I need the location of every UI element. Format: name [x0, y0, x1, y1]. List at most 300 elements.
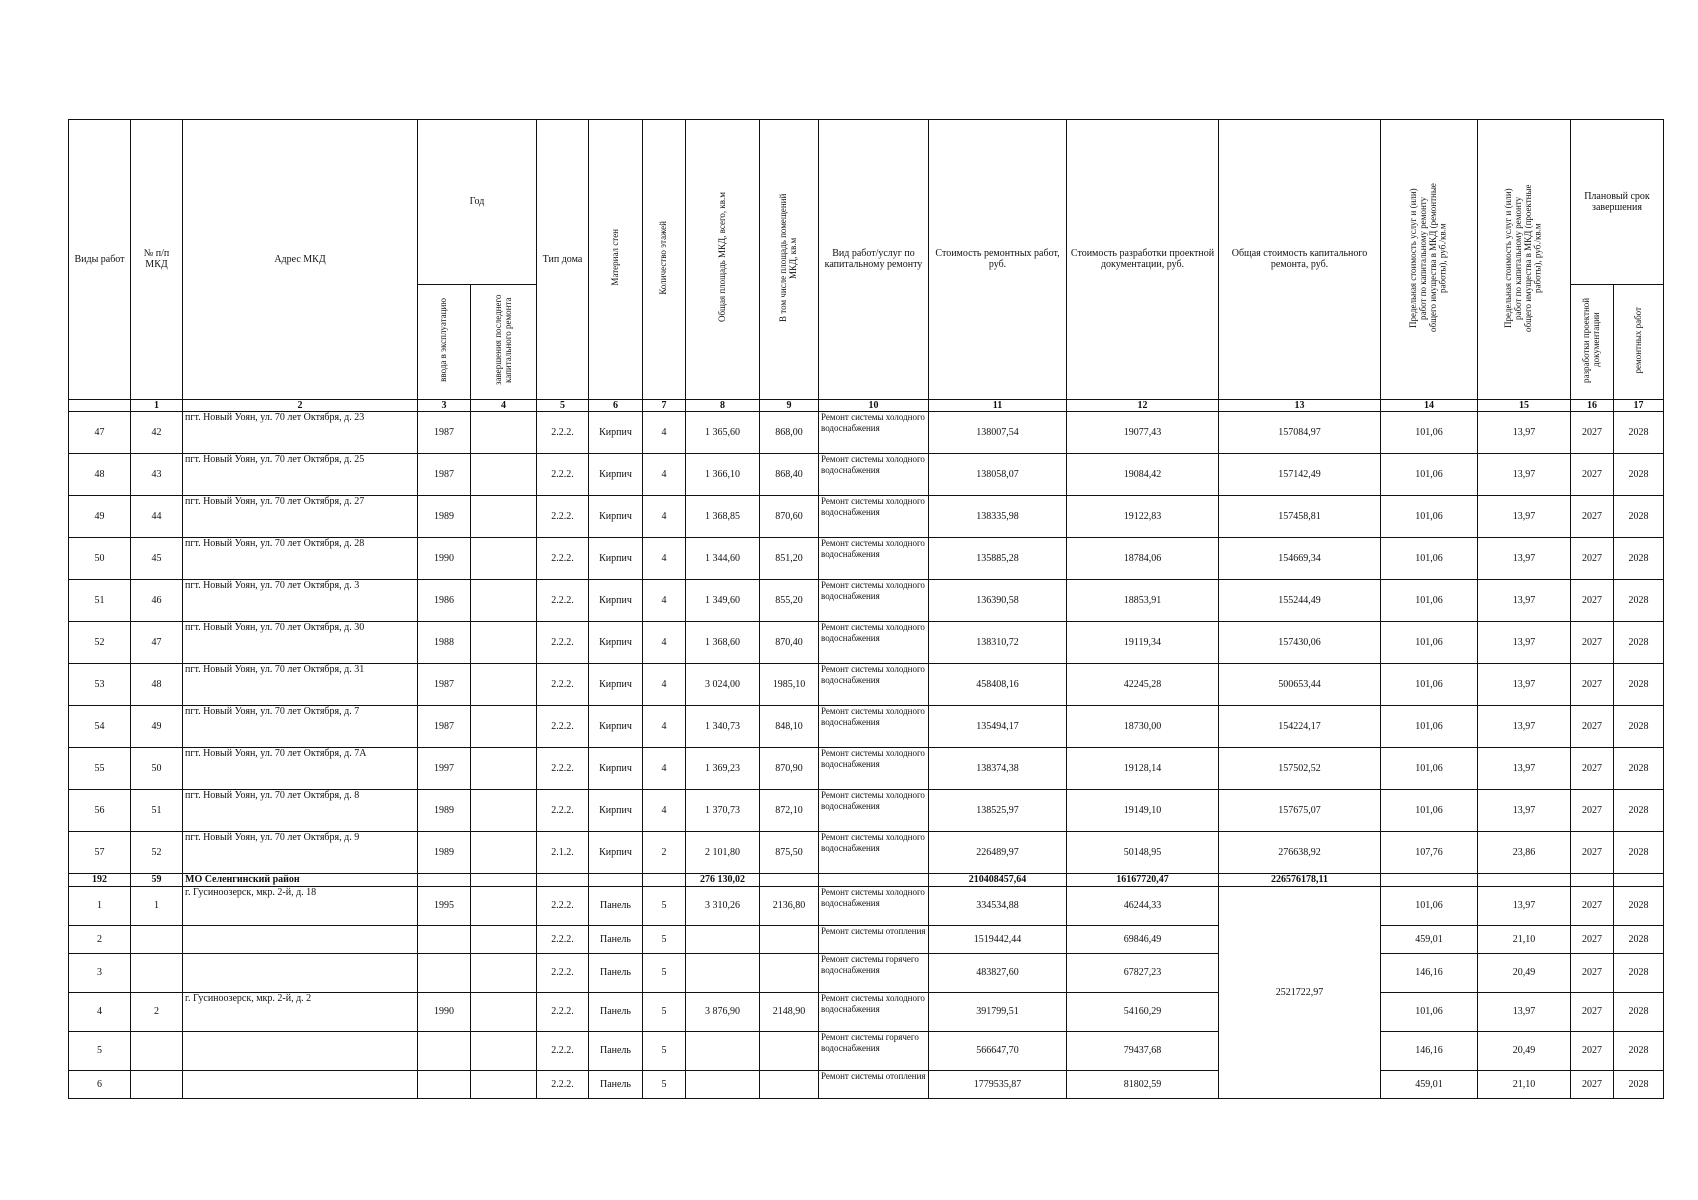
deadline-repair: 2028 [1614, 1032, 1664, 1071]
header-remontnyh-cell [1614, 285, 1664, 400]
table-row [69, 454, 1664, 496]
deadline-repair: 2028 [1614, 622, 1664, 664]
column-number: 1 [131, 399, 183, 412]
limit-repair: 101,06 [1381, 706, 1478, 748]
limit-design: 13,97 [1478, 748, 1571, 790]
header-zaversheniya-cell [471, 285, 537, 400]
wall-material: Кирпич [589, 496, 643, 538]
design-cost: 50148,95 [1067, 832, 1219, 874]
header-razrabotki-cell [1571, 285, 1614, 400]
deadline-repair: 2028 [1614, 832, 1664, 874]
wall-material: Панель [589, 993, 643, 1032]
empty-cell [1614, 874, 1664, 887]
header-material: Материал стен [609, 229, 620, 286]
wall-material: Кирпич [589, 664, 643, 706]
deadline-design: 2027 [1571, 580, 1614, 622]
table-row [69, 1032, 1664, 1071]
address-cell [183, 1071, 418, 1099]
deadline-design: 2027 [1571, 622, 1614, 664]
mkd-number [131, 926, 183, 954]
limit-repair: 101,06 [1381, 993, 1478, 1032]
house-type: 2.2.2. [537, 706, 589, 748]
year-last-repair [471, 538, 537, 580]
design-cost: 19077,43 [1067, 412, 1219, 454]
year-commissioned [418, 1071, 471, 1099]
repair-cost: 138058,07 [929, 454, 1067, 496]
wall-material: Кирпич [589, 832, 643, 874]
work-type: Ремонт системы холодного водоснабжения [819, 496, 929, 538]
repair-cost: 458408,16 [929, 664, 1067, 706]
table-row [69, 664, 1664, 706]
year-commissioned: 1990 [418, 993, 471, 1032]
mkd-number: 49 [131, 706, 183, 748]
year-last-repair [471, 706, 537, 748]
column-number [69, 399, 131, 412]
subtotal-repair-cost: 210408457,64 [929, 874, 1067, 887]
premises-area: 872,10 [760, 790, 819, 832]
deadline-repair: 2028 [1614, 887, 1664, 926]
design-cost: 18784,06 [1067, 538, 1219, 580]
repair-cost: 334534,88 [929, 887, 1067, 926]
empty-cell [418, 874, 471, 887]
premises-area [760, 926, 819, 954]
column-number: 7 [643, 399, 686, 412]
work-type: Ремонт системы горячего водоснабжения [819, 954, 929, 993]
header-pred-proekt: Предельная стоимость услуг и (или) работ по капитальному ремонту общего имущества в МКД (проектные работы), руб./кв.м [1503, 183, 1543, 332]
row-number: 53 [69, 664, 131, 706]
header-etazhi: Количество этажей [658, 220, 669, 295]
deadline-design: 2027 [1571, 412, 1614, 454]
design-cost: 18853,91 [1067, 580, 1219, 622]
wall-material: Кирпич [589, 706, 643, 748]
limit-repair: 101,06 [1381, 790, 1478, 832]
limit-design: 21,10 [1478, 1071, 1571, 1099]
design-cost: 54160,29 [1067, 993, 1219, 1032]
house-type: 2.2.2. [537, 412, 589, 454]
design-cost: 19149,10 [1067, 790, 1219, 832]
address-cell: пгт. Новый Уоян, ул. 70 лет Октября, д. 25 [183, 454, 418, 496]
deadline-repair: 2028 [1614, 580, 1664, 622]
table-row [69, 412, 1664, 454]
header-ploshad-pom-cell [760, 120, 819, 400]
premises-area: 2148,90 [760, 993, 819, 1032]
year-commissioned [418, 926, 471, 954]
house-type: 2.2.2. [537, 1071, 589, 1099]
header-stoim-proekt: Стоимость разработки проектной документации, руб. [1067, 120, 1219, 400]
floors: 5 [643, 887, 686, 926]
deadline-design: 2027 [1571, 790, 1614, 832]
wall-material: Кирпич [589, 538, 643, 580]
header-ploshad: Общая площадь МКД, всего, кв.м [716, 192, 727, 323]
empty-cell [643, 874, 686, 887]
deadline-repair: 2028 [1614, 790, 1664, 832]
repair-cost: 138374,38 [929, 748, 1067, 790]
deadline-design: 2027 [1571, 496, 1614, 538]
work-type: Ремонт системы холодного водоснабжения [819, 706, 929, 748]
year-commissioned: 1987 [418, 706, 471, 748]
repair-cost: 1779535,87 [929, 1071, 1067, 1099]
year-last-repair [471, 1071, 537, 1099]
design-cost: 81802,59 [1067, 1071, 1219, 1099]
limit-design: 13,97 [1478, 790, 1571, 832]
deadline-design: 2027 [1571, 1071, 1614, 1099]
repair-cost: 566647,70 [929, 1032, 1067, 1071]
design-cost: 19122,83 [1067, 496, 1219, 538]
premises-area: 870,40 [760, 622, 819, 664]
limit-design: 13,97 [1478, 454, 1571, 496]
wall-material: Кирпич [589, 622, 643, 664]
empty-cell [1381, 874, 1478, 887]
address-cell: пгт. Новый Уоян, ул. 70 лет Октября, д. 9 [183, 832, 418, 874]
limit-repair: 101,06 [1381, 412, 1478, 454]
work-type: Ремонт системы горячего водоснабжения [819, 1032, 929, 1071]
limit-repair: 101,06 [1381, 887, 1478, 926]
floors: 4 [643, 706, 686, 748]
header-material-cell [589, 120, 643, 400]
year-last-repair [471, 412, 537, 454]
column-number: 15 [1478, 399, 1571, 412]
row-number: 49 [69, 496, 131, 538]
total-area [686, 954, 760, 993]
total-area: 1 365,60 [686, 412, 760, 454]
year-commissioned [418, 1032, 471, 1071]
limit-repair: 101,06 [1381, 580, 1478, 622]
work-type: Ремонт системы холодного водоснабжения [819, 790, 929, 832]
limit-repair: 101,06 [1381, 496, 1478, 538]
deadline-repair: 2028 [1614, 954, 1664, 993]
header-pred-rem-cell [1381, 120, 1478, 400]
limit-design: 13,97 [1478, 496, 1571, 538]
design-cost: 19119,34 [1067, 622, 1219, 664]
row-number: 4 [69, 993, 131, 1032]
row-number: 5 [69, 1032, 131, 1071]
floors: 5 [643, 1032, 686, 1071]
floors: 4 [643, 580, 686, 622]
address-cell [183, 1032, 418, 1071]
year-last-repair [471, 993, 537, 1032]
design-cost: 19084,42 [1067, 454, 1219, 496]
subtotal-row [69, 874, 1664, 887]
limit-repair: 459,01 [1381, 1071, 1478, 1099]
premises-area: 868,00 [760, 412, 819, 454]
work-type: Ремонт системы отопления [819, 926, 929, 954]
address-cell: пгт. Новый Уоян, ул. 70 лет Октября, д. 28 [183, 538, 418, 580]
house-type: 2.2.2. [537, 748, 589, 790]
address-cell [183, 954, 418, 993]
row-number: 52 [69, 622, 131, 664]
year-commissioned: 1990 [418, 538, 471, 580]
header-vidy-rabot: Виды работ [69, 120, 131, 400]
row-number: 47 [69, 412, 131, 454]
subtotal-area: 276 130,02 [686, 874, 760, 887]
year-last-repair [471, 580, 537, 622]
row-number: 54 [69, 706, 131, 748]
work-type: Ремонт системы холодного водоснабжения [819, 832, 929, 874]
design-cost: 46244,33 [1067, 887, 1219, 926]
premises-area: 875,50 [760, 832, 819, 874]
house-type: 2.2.2. [537, 454, 589, 496]
design-cost: 42245,28 [1067, 664, 1219, 706]
house-type: 2.2.2. [537, 1032, 589, 1071]
address-cell: пгт. Новый Уоян, ул. 70 лет Октября, д. 7А [183, 748, 418, 790]
header-obsh-stoim: Общая стоимость капитального ремонта, руб. [1219, 120, 1381, 400]
capital-repair-table [68, 119, 1664, 1099]
year-commissioned: 1987 [418, 412, 471, 454]
total-area: 1 368,60 [686, 622, 760, 664]
wall-material: Кирпич [589, 412, 643, 454]
mkd-number: 43 [131, 454, 183, 496]
mkd-number [131, 1071, 183, 1099]
header-razrabotki: разработки проектной документации [1581, 297, 1601, 383]
address-cell: г. Гусиноозерск, мкр. 2-й, д. 2 [183, 993, 418, 1032]
header-vid-rabot: Вид работ/услуг по капитальному ремонту [819, 120, 929, 400]
year-commissioned: 1995 [418, 887, 471, 926]
deadline-design: 2027 [1571, 926, 1614, 954]
deadline-repair: 2028 [1614, 496, 1664, 538]
total-cost: 157084,97 [1219, 412, 1381, 454]
floors: 4 [643, 748, 686, 790]
header-row-main [69, 120, 1664, 285]
house-type: 2.2.2. [537, 790, 589, 832]
mkd-number: 47 [131, 622, 183, 664]
deadline-repair: 2028 [1614, 993, 1664, 1032]
deadline-design: 2027 [1571, 706, 1614, 748]
mkd-number [131, 1032, 183, 1071]
repair-cost: 483827,60 [929, 954, 1067, 993]
address-cell: пгт. Новый Уоян, ул. 70 лет Октября, д. 30 [183, 622, 418, 664]
wall-material: Панель [589, 1032, 643, 1071]
table-row [69, 748, 1664, 790]
column-number: 13 [1219, 399, 1381, 412]
year-last-repair [471, 1032, 537, 1071]
table-row [69, 622, 1664, 664]
total-cost: 276638,92 [1219, 832, 1381, 874]
total-cost: 157675,07 [1219, 790, 1381, 832]
repair-cost: 226489,97 [929, 832, 1067, 874]
table-row [69, 887, 1664, 926]
total-cost: 157430,06 [1219, 622, 1381, 664]
floors: 4 [643, 622, 686, 664]
subtotal-count: 59 [131, 874, 183, 887]
total-cost: 154224,17 [1219, 706, 1381, 748]
year-commissioned: 1989 [418, 832, 471, 874]
deadline-repair: 2028 [1614, 454, 1664, 496]
header-ploshad-pom: В том числе площадь помещений МКД, кв.м [778, 193, 798, 322]
header-etazhi-cell [643, 120, 686, 400]
house-type: 2.2.2. [537, 496, 589, 538]
limit-design: 13,97 [1478, 887, 1571, 926]
deadline-design: 2027 [1571, 993, 1614, 1032]
repair-cost: 138007,54 [929, 412, 1067, 454]
table-row [69, 496, 1664, 538]
house-type: 2.2.2. [537, 580, 589, 622]
work-type: Ремонт системы холодного водоснабжения [819, 887, 929, 926]
header-remontnyh: ремонтных работ [1632, 306, 1643, 374]
deadline-design: 2027 [1571, 954, 1614, 993]
limit-repair: 107,76 [1381, 832, 1478, 874]
table-row [69, 706, 1664, 748]
column-number: 8 [686, 399, 760, 412]
empty-cell [537, 874, 589, 887]
group-total-cost: 2521722,97 [1219, 887, 1381, 1099]
table-row [69, 832, 1664, 874]
work-type: Ремонт системы холодного водоснабжения [819, 622, 929, 664]
total-area: 1 340,73 [686, 706, 760, 748]
address-cell: пгт. Новый Уоян, ул. 70 лет Октября, д. 23 [183, 412, 418, 454]
total-cost: 157502,52 [1219, 748, 1381, 790]
repair-cost: 135885,28 [929, 538, 1067, 580]
table-row [69, 1071, 1664, 1099]
wall-material: Кирпич [589, 748, 643, 790]
limit-design: 20,49 [1478, 1032, 1571, 1071]
house-type: 2.2.2. [537, 538, 589, 580]
floors: 2 [643, 832, 686, 874]
total-area: 1 370,73 [686, 790, 760, 832]
limit-repair: 146,16 [1381, 1032, 1478, 1071]
column-number: 2 [183, 399, 418, 412]
floors: 5 [643, 1071, 686, 1099]
repair-cost: 138310,72 [929, 622, 1067, 664]
year-last-repair [471, 832, 537, 874]
address-cell: г. Гусиноозерск, мкр. 2-й, д. 18 [183, 887, 418, 926]
premises-area [760, 954, 819, 993]
subtotal-total-cost: 226576178,11 [1219, 874, 1381, 887]
year-last-repair [471, 664, 537, 706]
deadline-design: 2027 [1571, 664, 1614, 706]
address-cell: пгт. Новый Уоян, ул. 70 лет Октября, д. 31 [183, 664, 418, 706]
floors: 5 [643, 993, 686, 1032]
floors: 4 [643, 790, 686, 832]
column-number: 17 [1614, 399, 1664, 412]
mkd-number: 52 [131, 832, 183, 874]
year-last-repair [471, 748, 537, 790]
floors: 5 [643, 954, 686, 993]
header-zaversheniya: завершения последнего капитального ремонта [492, 294, 513, 386]
column-number: 10 [819, 399, 929, 412]
total-area: 1 344,60 [686, 538, 760, 580]
year-last-repair [471, 454, 537, 496]
deadline-design: 2027 [1571, 538, 1614, 580]
header-num: № п/п МКД [131, 120, 183, 400]
design-cost: 67827,23 [1067, 954, 1219, 993]
year-commissioned: 1988 [418, 622, 471, 664]
address-cell: пгт. Новый Уоян, ул. 70 лет Октября, д. 7 [183, 706, 418, 748]
header-pred-rem: Предельная стоимость услуг и (или) работ по капитальному ремонту общего имущества в МКД (ремонтные работы), руб./кв.м [1408, 183, 1448, 332]
design-cost: 79437,68 [1067, 1032, 1219, 1071]
total-cost: 157142,49 [1219, 454, 1381, 496]
limit-design: 13,97 [1478, 622, 1571, 664]
year-commissioned: 1989 [418, 496, 471, 538]
table-row [69, 993, 1664, 1032]
column-number: 12 [1067, 399, 1219, 412]
header-vvoda-cell [418, 285, 471, 400]
column-number: 11 [929, 399, 1067, 412]
header-ploshad-cell [686, 120, 760, 400]
empty-cell [1571, 874, 1614, 887]
deadline-design: 2027 [1571, 887, 1614, 926]
mkd-number: 50 [131, 748, 183, 790]
total-area: 1 366,10 [686, 454, 760, 496]
address-cell [183, 926, 418, 954]
year-commissioned: 1989 [418, 790, 471, 832]
design-cost: 69846,49 [1067, 926, 1219, 954]
limit-design: 13,97 [1478, 993, 1571, 1032]
premises-area: 868,40 [760, 454, 819, 496]
work-type: Ремонт системы холодного водоснабжения [819, 412, 929, 454]
house-type: 2.2.2. [537, 993, 589, 1032]
limit-repair: 101,06 [1381, 454, 1478, 496]
total-cost: 157458,81 [1219, 496, 1381, 538]
row-number: 1 [69, 887, 131, 926]
header-tip-doma: Тип дома [537, 120, 589, 400]
mkd-number: 45 [131, 538, 183, 580]
wall-material: Панель [589, 887, 643, 926]
deadline-repair: 2028 [1614, 1071, 1664, 1099]
premises-area: 855,20 [760, 580, 819, 622]
mkd-number: 48 [131, 664, 183, 706]
total-area [686, 1071, 760, 1099]
column-number: 16 [1571, 399, 1614, 412]
total-area: 3 876,90 [686, 993, 760, 1032]
subtotal-district: МО Селенгинский район [183, 874, 418, 887]
empty-cell [1478, 874, 1571, 887]
house-type: 2.2.2. [537, 887, 589, 926]
empty-cell [760, 874, 819, 887]
premises-area: 870,90 [760, 748, 819, 790]
deadline-repair: 2028 [1614, 538, 1664, 580]
house-type: 2.2.2. [537, 622, 589, 664]
deadline-design: 2027 [1571, 1032, 1614, 1071]
limit-design: 23,86 [1478, 832, 1571, 874]
premises-area: 851,20 [760, 538, 819, 580]
repair-cost: 391799,51 [929, 993, 1067, 1032]
table-row [69, 954, 1664, 993]
wall-material: Панель [589, 954, 643, 993]
mkd-number [131, 954, 183, 993]
repair-cost: 1519442,44 [929, 926, 1067, 954]
limit-repair: 146,16 [1381, 954, 1478, 993]
deadline-design: 2027 [1571, 832, 1614, 874]
work-type: Ремонт системы холодного водоснабжения [819, 580, 929, 622]
limit-repair: 101,06 [1381, 748, 1478, 790]
year-commissioned: 1986 [418, 580, 471, 622]
column-number: 9 [760, 399, 819, 412]
subtotal-number: 192 [69, 874, 131, 887]
limit-design: 13,97 [1478, 580, 1571, 622]
premises-area [760, 1071, 819, 1099]
total-area: 1 368,85 [686, 496, 760, 538]
row-number: 56 [69, 790, 131, 832]
year-last-repair [471, 496, 537, 538]
table-row [69, 538, 1664, 580]
row-number: 6 [69, 1071, 131, 1099]
wall-material: Кирпич [589, 580, 643, 622]
premises-area [760, 1032, 819, 1071]
floors: 4 [643, 454, 686, 496]
wall-material: Кирпич [589, 454, 643, 496]
empty-cell [471, 874, 537, 887]
mkd-number: 1 [131, 887, 183, 926]
year-commissioned: 1987 [418, 664, 471, 706]
limit-repair: 459,01 [1381, 926, 1478, 954]
row-number: 57 [69, 832, 131, 874]
premises-area: 2136,80 [760, 887, 819, 926]
total-area [686, 1032, 760, 1071]
row-number: 51 [69, 580, 131, 622]
total-area: 1 349,60 [686, 580, 760, 622]
repair-cost: 135494,17 [929, 706, 1067, 748]
total-cost: 155244,49 [1219, 580, 1381, 622]
